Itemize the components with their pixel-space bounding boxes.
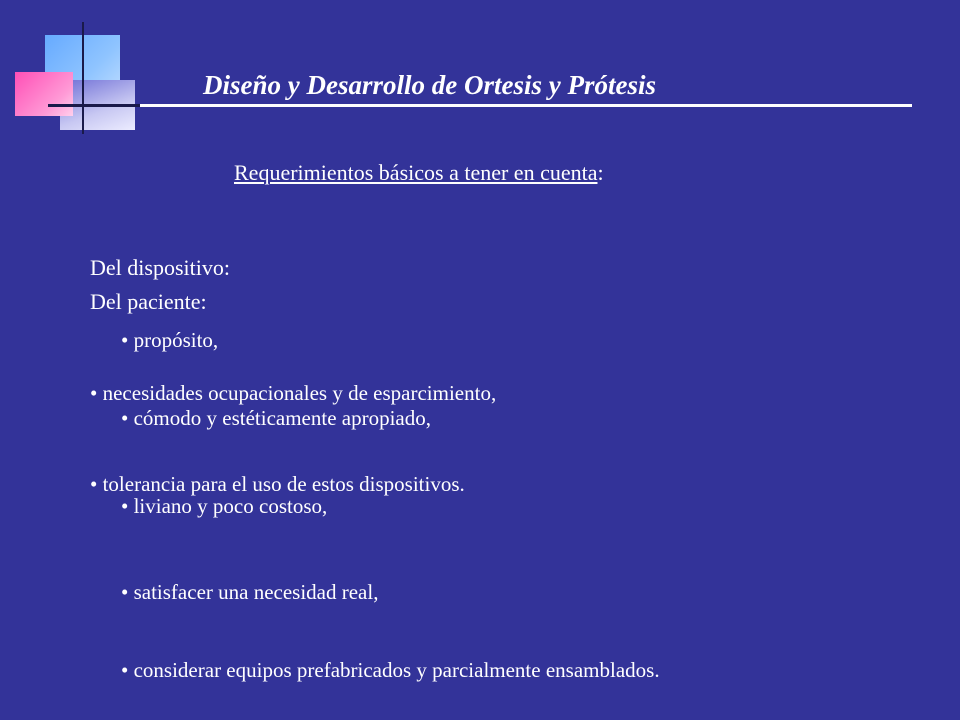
subtitle-colon: : <box>597 160 604 185</box>
bullet-considerar: • considerar equipos prefabricados y parcialmente ensamblados. <box>121 658 660 682</box>
decorative-squares <box>0 0 140 140</box>
bullet-comodo: • cómodo y estéticamente apropiado, <box>121 406 431 430</box>
pink-square-decoration <box>15 72 73 116</box>
bullet-tolerancia: • tolerancia para el uso de estos dispositivos. <box>90 472 465 496</box>
bullet-necesidades: • necesidades ocupacionales y de esparcimiento, <box>90 381 497 405</box>
bullet-liviano: • liviano y poco costoso, <box>121 494 328 518</box>
bullet-satisfacer: • satisfacer una necesidad real, <box>121 580 379 604</box>
subtitle-underlined-text: Requerimientos básicos a tener en cuenta <box>234 160 598 185</box>
title-underline <box>140 104 912 107</box>
slide-subtitle <box>234 160 604 186</box>
bullet-proposito: • propósito, <box>121 328 219 352</box>
vertical-rule <box>82 22 84 134</box>
heading-dispositivo: Del dispositivo: <box>90 255 230 280</box>
slide-title: Diseño y Desarrollo de Ortesis y Prótesis <box>203 70 656 100</box>
heading-paciente: Del paciente: <box>90 289 207 314</box>
